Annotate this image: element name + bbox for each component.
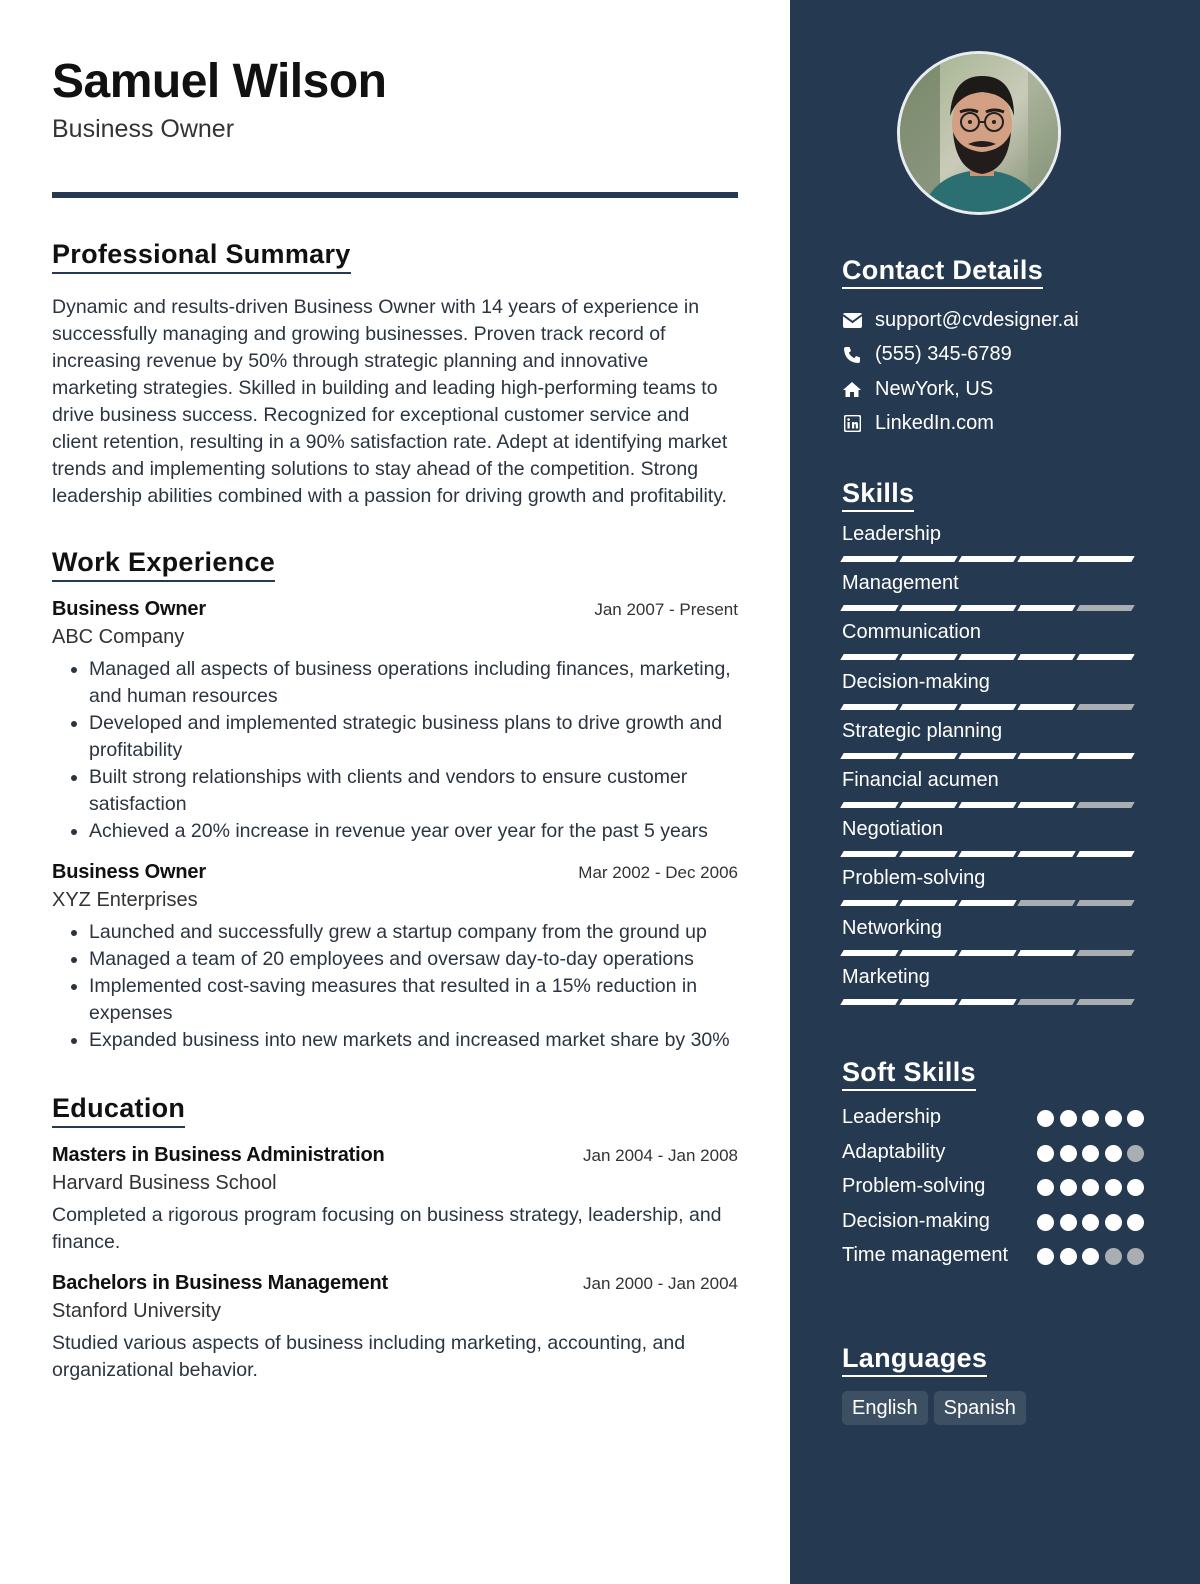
skill-rating-segment bbox=[840, 999, 898, 1005]
profile-photo-image bbox=[900, 54, 1061, 215]
skill-rating-segment bbox=[1076, 851, 1134, 857]
soft-skill-item bbox=[842, 1241, 1144, 1276]
soft-skill-rating-dot bbox=[1060, 1145, 1077, 1162]
skill-rating-bar bbox=[842, 556, 1144, 562]
linkedin-icon bbox=[842, 414, 862, 434]
skill-rating-bar bbox=[842, 999, 1144, 1005]
skill-rating-segment bbox=[1017, 802, 1075, 808]
skill-rating-segment bbox=[1076, 900, 1134, 906]
section-heading: Work Experience bbox=[52, 546, 275, 582]
skill-rating-segment bbox=[1076, 605, 1134, 611]
section-heading: Education bbox=[52, 1092, 185, 1128]
soft-skill-rating-dot bbox=[1105, 1248, 1122, 1265]
skill-item bbox=[842, 668, 1144, 717]
soft-skill-rating-dot bbox=[1037, 1179, 1054, 1196]
soft-skill-rating-dot bbox=[1060, 1248, 1077, 1265]
soft-skill-name: Decision-making bbox=[842, 1209, 990, 1232]
skill-rating-segment bbox=[1017, 950, 1075, 956]
language-tag: English bbox=[842, 1391, 928, 1425]
skill-rating-bar bbox=[842, 605, 1144, 611]
soft-skill-name: Time management bbox=[842, 1244, 1008, 1266]
skill-rating-bar bbox=[842, 851, 1144, 857]
soft-skill-name: Adaptability bbox=[842, 1140, 946, 1163]
education-description: Completed a rigorous program focusing on business strategy, leadership, and finance. bbox=[52, 1204, 722, 1253]
skill-rating-segment bbox=[840, 851, 898, 857]
section-heading: Professional Summary bbox=[52, 238, 351, 274]
soft-skill-item bbox=[842, 1138, 1144, 1173]
section-heading: Skills bbox=[842, 477, 914, 512]
sidebar bbox=[790, 0, 1200, 1584]
skill-rating-segment bbox=[958, 900, 1016, 906]
contact-location-text: NewYork, US bbox=[875, 377, 994, 400]
skill-rating-segment bbox=[840, 950, 898, 956]
phone-icon bbox=[842, 345, 862, 365]
skill-rating-segment bbox=[899, 999, 957, 1005]
soft-skill-rating-dot bbox=[1127, 1145, 1144, 1162]
skill-rating-segment bbox=[958, 802, 1016, 808]
soft-skill-rating-dot bbox=[1037, 1214, 1054, 1231]
skill-item bbox=[842, 766, 1144, 815]
skill-rating-bar bbox=[842, 802, 1144, 808]
soft-skill-rating bbox=[1037, 1138, 1144, 1162]
school-name: Stanford University bbox=[52, 1300, 221, 1322]
skill-rating-segment bbox=[1076, 999, 1134, 1005]
job-date: Mar 2002 - Dec 2006 bbox=[578, 863, 738, 882]
soft-skill-name: Leadership bbox=[842, 1106, 941, 1128]
work-experience-section bbox=[52, 546, 738, 1054]
soft-skill-rating bbox=[1037, 1103, 1144, 1127]
contact-details-section bbox=[842, 254, 1144, 441]
skill-rating-segment bbox=[1076, 950, 1134, 956]
soft-skill-rating-dot bbox=[1127, 1110, 1144, 1127]
soft-skill-rating-dot bbox=[1082, 1145, 1099, 1162]
skill-rating-segment bbox=[899, 556, 957, 562]
job-bullet: • Launched and successfully grew a startup company from the ground up bbox=[89, 919, 738, 946]
skill-rating-segment bbox=[1076, 753, 1134, 759]
language-list bbox=[842, 1391, 1144, 1425]
skill-rating-segment bbox=[1076, 556, 1134, 562]
soft-skill-item bbox=[842, 1172, 1144, 1207]
skill-rating-segment bbox=[958, 605, 1016, 611]
skill-rating-segment bbox=[899, 704, 957, 710]
soft-skill-rating-dot bbox=[1105, 1110, 1122, 1127]
skill-rating-segment bbox=[899, 950, 957, 956]
professional-summary-section bbox=[52, 238, 738, 510]
job-company: XYZ Enterprises bbox=[52, 889, 198, 911]
education-date: Jan 2000 - Jan 2004 bbox=[582, 1274, 738, 1293]
contact-email-text: support@cvdesigner.ai bbox=[875, 308, 1079, 331]
education-date: Jan 2004 - Jan 2008 bbox=[582, 1146, 738, 1165]
soft-skill-rating-dot bbox=[1127, 1214, 1144, 1231]
skill-rating-bar bbox=[842, 704, 1144, 710]
soft-skill-rating-dot bbox=[1060, 1110, 1077, 1127]
skill-rating-segment bbox=[840, 802, 898, 808]
job-bullet: • Achieved a 20% increase in revenue year over year for the past 5 years bbox=[89, 818, 738, 845]
soft-skill-rating-dot bbox=[1037, 1110, 1054, 1127]
job-bullet: • Managed a team of 20 employees and oversaw day-to-day operations bbox=[89, 946, 738, 973]
skill-name: Problem-solving bbox=[842, 867, 986, 890]
education-section bbox=[52, 1092, 738, 1384]
profile-photo bbox=[897, 51, 1061, 215]
job-title: Business Owner bbox=[52, 598, 206, 620]
skill-rating-segment bbox=[1017, 654, 1075, 660]
contact-linkedin[interactable] bbox=[842, 407, 1144, 442]
soft-skills-list bbox=[842, 1103, 1144, 1276]
degree-title: Masters in Business Administration bbox=[52, 1144, 385, 1166]
section-heading: Soft Skills bbox=[842, 1056, 976, 1091]
soft-skill-rating-dot bbox=[1082, 1214, 1099, 1231]
language-tag: Spanish bbox=[934, 1391, 1026, 1425]
skill-rating-segment bbox=[958, 704, 1016, 710]
skill-item bbox=[842, 520, 1144, 569]
skill-name: Negotiation bbox=[842, 818, 944, 841]
job-bullet: • Managed all aspects of business operations including finances, marketing, and human resources bbox=[89, 656, 738, 710]
skill-rating-segment bbox=[958, 851, 1016, 857]
skill-rating-segment bbox=[958, 950, 1016, 956]
skill-item bbox=[842, 864, 1144, 913]
skill-rating-segment bbox=[958, 556, 1016, 562]
skill-name: Leadership bbox=[842, 523, 941, 545]
skill-rating-segment bbox=[899, 654, 957, 660]
skill-rating-segment bbox=[1017, 900, 1075, 906]
job-bullet: • Implemented cost-saving measures that resulted in a 15% reduction in expenses bbox=[89, 973, 738, 1027]
soft-skill-rating-dot bbox=[1082, 1179, 1099, 1196]
soft-skill-rating-dot bbox=[1060, 1179, 1077, 1196]
soft-skill-rating bbox=[1037, 1172, 1144, 1196]
skill-item bbox=[842, 569, 1144, 618]
degree-title: Bachelors in Business Management bbox=[52, 1272, 388, 1294]
skill-rating-segment bbox=[840, 753, 898, 759]
skill-rating-segment bbox=[840, 900, 898, 906]
candidate-name: Samuel Wilson bbox=[52, 55, 387, 108]
contact-phone-text: (555) 345-6789 bbox=[875, 343, 1012, 366]
skill-rating-segment bbox=[958, 753, 1016, 759]
soft-skills-section bbox=[842, 1056, 1144, 1276]
job-list bbox=[52, 598, 738, 1054]
skill-item bbox=[842, 914, 1144, 963]
soft-skill-rating-dot bbox=[1105, 1214, 1122, 1231]
candidate-title: Business Owner bbox=[52, 115, 235, 143]
skill-rating-segment bbox=[899, 753, 957, 759]
skill-name: Decision-making bbox=[842, 670, 990, 693]
contact-email[interactable] bbox=[842, 303, 1144, 338]
soft-skill-rating bbox=[1037, 1207, 1144, 1231]
job-title: Business Owner bbox=[52, 861, 206, 883]
soft-skill-rating-dot bbox=[1127, 1179, 1144, 1196]
skills-list bbox=[842, 520, 1144, 1012]
soft-skill-rating-dot bbox=[1105, 1179, 1122, 1196]
skill-item bbox=[842, 963, 1144, 1012]
soft-skill-item bbox=[842, 1103, 1144, 1138]
section-heading: Contact Details bbox=[842, 254, 1043, 289]
skill-rating-bar bbox=[842, 753, 1144, 759]
skill-rating-segment bbox=[899, 900, 957, 906]
skill-rating-segment bbox=[958, 999, 1016, 1005]
education-entry bbox=[52, 1272, 738, 1384]
skill-rating-segment bbox=[1017, 605, 1075, 611]
job-bullet: • Developed and implemented strategic business plans to drive growth and profitability bbox=[89, 710, 738, 764]
contact-location bbox=[842, 372, 1144, 407]
skill-rating-segment bbox=[1017, 556, 1075, 562]
education-entry bbox=[52, 1144, 738, 1256]
soft-skill-item bbox=[842, 1207, 1144, 1242]
soft-skill-rating-dot bbox=[1127, 1248, 1144, 1265]
job-company: ABC Company bbox=[52, 626, 185, 648]
soft-skill-rating-dot bbox=[1037, 1248, 1054, 1265]
languages-section bbox=[842, 1342, 1144, 1425]
skill-name: Communication bbox=[842, 621, 981, 644]
skills-section bbox=[842, 477, 1144, 1012]
skill-rating-segment bbox=[1017, 704, 1075, 710]
home-icon bbox=[842, 379, 862, 399]
skill-rating-segment bbox=[1017, 851, 1075, 857]
skill-rating-segment bbox=[1076, 802, 1134, 808]
skill-rating-bar bbox=[842, 950, 1144, 956]
soft-skill-name: Problem-solving bbox=[842, 1175, 986, 1197]
skill-name: Financial acumen bbox=[842, 768, 999, 791]
school-name: Harvard Business School bbox=[52, 1172, 277, 1194]
skill-item bbox=[842, 618, 1144, 667]
summary-text: Dynamic and results-driven Business Owner with 14 years of experience in successfully managing and growing businesses. Proven track record of increasing revenue by 50% through strategic planning and innovative marketing strategies. Skilled in building and leading high-performing teams to drive business success. Recognized for exceptional customer service and client retention, resulting in a 90% satisfaction rate. Adept at identifying market trends and implementing solutions to stay ahead of the competition. Strong leadership abilities combined with a passion for driving growth and profitability. bbox=[52, 296, 728, 507]
skill-rating-segment bbox=[899, 851, 957, 857]
soft-skill-rating-dot bbox=[1082, 1248, 1099, 1265]
job-date: Jan 2007 - Present bbox=[594, 600, 738, 619]
header-divider bbox=[52, 192, 738, 198]
skill-rating-segment bbox=[840, 605, 898, 611]
skill-name: Marketing bbox=[842, 965, 930, 988]
skill-name: Management bbox=[842, 572, 959, 595]
job-bullets bbox=[52, 656, 738, 845]
soft-skill-rating-dot bbox=[1060, 1214, 1077, 1231]
soft-skill-rating-dot bbox=[1082, 1110, 1099, 1127]
skill-item bbox=[842, 717, 1144, 766]
job-entry bbox=[52, 861, 738, 1054]
skill-rating-segment bbox=[899, 802, 957, 808]
soft-skill-rating-dot bbox=[1037, 1145, 1054, 1162]
skill-rating-segment bbox=[1017, 999, 1075, 1005]
section-heading: Languages bbox=[842, 1342, 987, 1377]
skill-rating-segment bbox=[840, 704, 898, 710]
soft-skill-rating-dot bbox=[1105, 1145, 1122, 1162]
skill-name: Strategic planning bbox=[842, 719, 1003, 742]
skill-item bbox=[842, 815, 1144, 864]
envelope-icon bbox=[842, 310, 862, 330]
skill-rating-bar bbox=[842, 900, 1144, 906]
skill-rating-segment bbox=[1017, 753, 1075, 759]
skill-rating-segment bbox=[958, 654, 1016, 660]
contact-phone[interactable] bbox=[842, 338, 1144, 373]
education-description: Studied various aspects of business including marketing, accounting, and organizational behavior. bbox=[52, 1332, 686, 1381]
contact-linkedin-text: LinkedIn.com bbox=[875, 412, 994, 435]
skill-rating-segment bbox=[840, 654, 898, 660]
skill-rating-segment bbox=[899, 605, 957, 611]
soft-skill-rating bbox=[1037, 1241, 1144, 1265]
skill-name: Networking bbox=[842, 916, 943, 939]
job-bullets bbox=[52, 919, 738, 1054]
skill-rating-segment bbox=[1076, 704, 1134, 710]
skill-rating-segment bbox=[840, 556, 898, 562]
skill-rating-segment bbox=[1076, 654, 1134, 660]
skill-rating-bar bbox=[842, 654, 1144, 660]
job-bullet: • Expanded business into new markets and increased market share by 30% bbox=[89, 1027, 738, 1054]
job-entry bbox=[52, 598, 738, 845]
job-bullet: • Built strong relationships with clients and vendors to ensure customer satisfaction bbox=[89, 764, 738, 818]
